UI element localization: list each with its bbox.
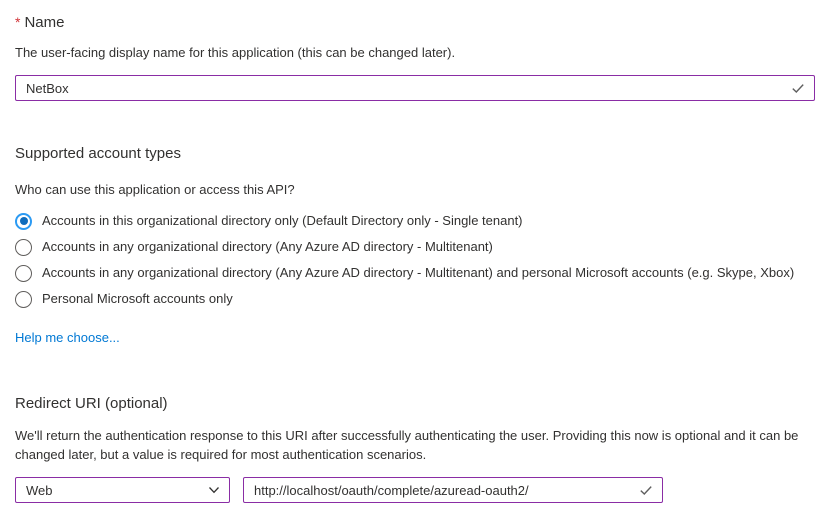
name-field-label-text: Name [24,14,65,31]
radio-option-multitenant[interactable] [15,234,815,260]
platform-select-value: Web [26,482,53,498]
radio-option-multitenant-personal[interactable] [15,260,815,286]
radio-button-icon[interactable] [15,291,32,308]
redirect-uri-description: We'll return the authentication response to this URI after successfully authenticating the user. Providing this now is optional and it can be changed later, but a value is required for most authentication scenarios. [15,428,799,462]
redirect-uri-input[interactable] [243,477,663,503]
radio-button-icon[interactable] [15,265,32,282]
radio-button-icon[interactable] [15,239,32,256]
radio-button-icon[interactable] [15,213,32,230]
redirect-uri-input-value: http://localhost/oauth/complete/azuread-oauth2/ [254,482,529,498]
platform-select[interactable] [15,477,230,503]
redirect-uri-heading: Redirect URI (optional) [15,395,168,412]
name-field-label [15,12,815,33]
supported-account-types-heading: Supported account types [15,145,181,162]
required-asterisk: * [15,14,21,30]
account-types-question: Who can use this application or access this API? [15,182,295,197]
radio-option-personal-only[interactable] [15,286,815,312]
radio-option-label: Personal Microsoft accounts only [42,291,233,306]
redirect-uri-controls [15,477,815,503]
radio-option-label: Accounts in any organizational directory (Any Azure AD directory - Multitenant) [42,239,493,254]
name-field-description: The user-facing display name for this application (this can be changed later). [15,45,456,60]
radio-option-label: Accounts in this organizational directory only (Default Directory only - Single tenant) [42,213,523,228]
name-input-value: NetBox [26,80,69,96]
radio-option-single-tenant[interactable] [15,208,815,234]
help-me-choose-link[interactable]: Help me choose... [15,330,120,345]
account-types-radio-group [15,208,815,312]
checkmark-icon [790,80,806,96]
name-input[interactable] [15,75,815,101]
checkmark-icon [638,482,654,498]
radio-option-label: Accounts in any organizational directory (Any Azure AD directory - Multitenant) and personal Microsoft accounts (e.g. Skype, Xbox) [42,265,795,280]
chevron-down-icon [207,483,221,497]
